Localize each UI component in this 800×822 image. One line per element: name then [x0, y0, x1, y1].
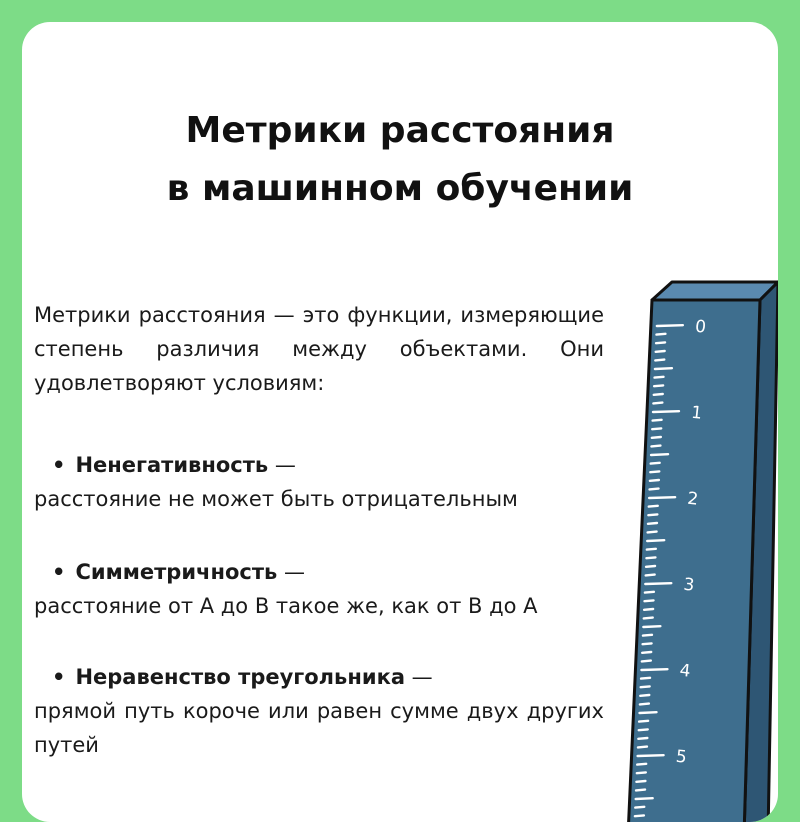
ruler-tick: [653, 411, 679, 412]
ruler-tick: [654, 385, 663, 386]
ruler-tick: [647, 540, 664, 541]
ruler-tick: [638, 747, 647, 748]
bullet-icon: •: [52, 560, 66, 584]
ruler-tick: [646, 575, 655, 576]
property-name: Ненегативность: [75, 453, 269, 477]
ruler-tick: [639, 721, 648, 722]
ruler-tick: [650, 471, 659, 472]
ruler-tick: [651, 463, 660, 464]
title-line-2: в машинном обучении: [166, 168, 634, 209]
ruler-tick: [656, 342, 665, 343]
ruler-tick: [640, 712, 657, 713]
property-name: Симметричность: [75, 560, 278, 584]
content-card: [22, 22, 778, 822]
ruler-tick: [653, 420, 662, 421]
ruler-label: 0: [694, 316, 707, 338]
property-dash: —: [405, 665, 433, 689]
ruler-tick: [635, 815, 644, 816]
list-item-nonnegativity: [34, 448, 604, 516]
ruler-top-face: [652, 282, 778, 300]
ruler-tick: [648, 532, 657, 533]
ruler-tick: [642, 652, 651, 653]
intro-paragraph: Метрики расстояния — это функции, измеряющие степень различия между объектами. Они удовлетворяют условиям:: [34, 303, 604, 395]
property-dash: —: [268, 453, 296, 477]
ruler-tick: [639, 729, 648, 730]
property-description: расстояние от A до B такое же, как от B до A: [34, 594, 538, 618]
ruler-tick: [646, 557, 655, 558]
ruler-tick: [640, 695, 649, 696]
bullet-icon: •: [52, 665, 66, 689]
ruler-label: 2: [686, 488, 700, 510]
ruler-tick: [648, 514, 657, 515]
ruler-tick: [637, 772, 646, 773]
ruler-tick: [645, 583, 671, 584]
ruler-tick: [650, 480, 659, 481]
ruler-tick: [641, 678, 650, 679]
ruler-tick: [654, 394, 663, 395]
ruler-tick: [636, 798, 653, 799]
ruler-tick: [635, 807, 644, 808]
bullet-icon: •: [52, 453, 66, 477]
ruler-tick: [656, 334, 665, 335]
ruler-tick: [645, 600, 654, 601]
ruler-tick: [645, 592, 654, 593]
ruler-tick: [650, 489, 659, 490]
ruler-label: 5: [674, 746, 688, 768]
ruler-tick: [655, 368, 672, 369]
ruler-tick: [655, 360, 664, 361]
property-description: прямой путь короче или равен сумме двух других путей: [34, 699, 604, 757]
ruler-label: 4: [678, 660, 692, 682]
ruler-tick: [657, 325, 683, 326]
ruler-front-face: [628, 300, 760, 822]
ruler-tick: [641, 669, 667, 670]
ruler-tick: [651, 454, 668, 455]
ruler-tick: [651, 446, 660, 447]
ruler-tick: [641, 686, 650, 687]
property-name: Неравенство треугольника: [75, 665, 405, 689]
ruler-tick: [644, 618, 653, 619]
title-line-1: Метрики расстояния: [185, 110, 615, 151]
ruler-tick: [642, 661, 651, 662]
ruler-tick: [638, 755, 664, 756]
ruler-tick: [638, 738, 647, 739]
list-item-symmetry: [34, 555, 604, 623]
ruler-tick: [636, 781, 645, 782]
page-title: [22, 102, 778, 218]
ruler-tick: [643, 635, 652, 636]
ruler-illustration: [618, 276, 778, 822]
ruler-tick: [653, 403, 662, 404]
ruler-tick: [637, 764, 646, 765]
ruler-tick: [649, 506, 658, 507]
ruler-tick: [652, 428, 661, 429]
ruler-tick: [655, 377, 664, 378]
ruler-tick: [647, 549, 656, 550]
ruler-tick: [644, 609, 653, 610]
ruler-label: 1: [690, 402, 704, 424]
ruler-tick: [648, 523, 657, 524]
ruler-tick: [649, 497, 675, 498]
ruler-tick: [646, 566, 655, 567]
list-item-triangle-inequality: [34, 660, 604, 762]
ruler-tick: [636, 790, 645, 791]
ruler-tick: [656, 351, 665, 352]
property-description: расстояние не может быть отрицательным: [34, 487, 518, 511]
property-dash: —: [277, 560, 305, 584]
ruler-tick: [640, 704, 649, 705]
ruler-tick: [652, 437, 661, 438]
ruler-tick: [643, 626, 660, 627]
ruler-label: 3: [682, 574, 696, 596]
ruler-tick: [643, 643, 652, 644]
